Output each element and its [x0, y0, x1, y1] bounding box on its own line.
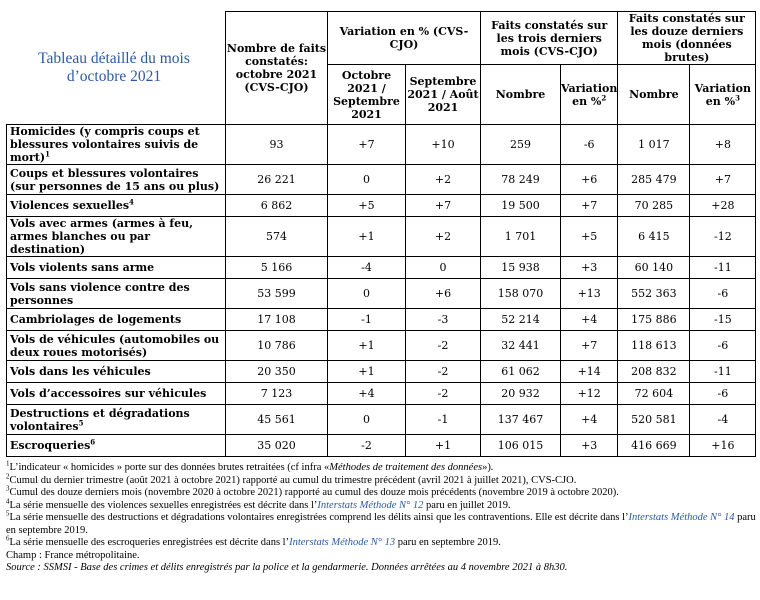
- cell-v5: +14: [561, 361, 618, 383]
- header-variation-sep-aout: Septembre 2021 / Août 2021: [406, 65, 481, 125]
- footnote-4: $^4$La série mensuelle des violences sexuelles enregistrées est décrite dans l’Interstats Méthode N° 12 paru en juillet 2019.: [6, 497, 511, 511]
- header-variation-group: Variation en % (CVS-CJO): [328, 12, 481, 65]
- cell-v4: 78 249: [481, 165, 561, 195]
- table-row: [7, 165, 756, 195]
- cell-v2: +1: [328, 217, 406, 257]
- cell-v5: +5: [561, 217, 618, 257]
- interstats-14-link[interactable]: Interstats Méthode N° 14: [628, 512, 735, 523]
- cell-v7: -4: [690, 405, 756, 435]
- header-douze-mois-group: Faits constatés sur les douze derniers mois (données brutes): [618, 12, 756, 65]
- cell-v5: +3: [561, 435, 618, 457]
- cell-v2: -4: [328, 257, 406, 279]
- cell-v5: -6: [561, 125, 618, 165]
- cell-v4: 20 932: [481, 383, 561, 405]
- cell-v1: 17 108: [226, 309, 328, 331]
- cell-v7: -15: [690, 309, 756, 331]
- footnote-6: $^6$La série mensuelle des escroqueries enregistrées est décrite dans l’Interstats Méthode N° 13 paru en septembre 2019.: [6, 534, 501, 548]
- cell-v3: +2: [406, 165, 481, 195]
- cell-v5: +13: [561, 279, 618, 309]
- footnote-5: $^5$La série mensuelle des destructions et dégradations volontaires enregistrées comprend les délits ainsi que les contraventions. Elle est décrite dans l’Interstats Méthode N° 14 paru en septembre 2019.: [6, 509, 756, 536]
- cell-v7: -11: [690, 361, 756, 383]
- cell-v4: 106 015: [481, 435, 561, 457]
- cell-v4: 19 500: [481, 195, 561, 217]
- row-label: Vols de véhicules (automobiles ou deux roues motorisés): [7, 331, 226, 361]
- cell-v6: 70 285: [618, 195, 690, 217]
- cell-v2: +7: [328, 125, 406, 165]
- cell-v2: 0: [328, 165, 406, 195]
- cell-v1: 53 599: [226, 279, 328, 309]
- cell-v2: 0: [328, 279, 406, 309]
- header-douze-variation: Variation en %$^3$: [690, 65, 756, 125]
- table-row: [7, 125, 756, 165]
- source-note: Source : SSMSI - Base des crimes et délits enregistrés par la police et la gendarmerie. Données arrêtées au 4 novembre 2021 à 8h30.: [6, 562, 568, 573]
- footnote-3: $^3$Cumul des douze derniers mois (novembre 2020 à octobre 2021) rapporté au cumul des douze mois précédents (novembre 2019 à octobre 2020).: [6, 484, 619, 498]
- cell-v1: 574: [226, 217, 328, 257]
- cell-v4: 32 441: [481, 331, 561, 361]
- cell-v6: 6 415: [618, 217, 690, 257]
- cell-v3: +6: [406, 279, 481, 309]
- cell-v7: +8: [690, 125, 756, 165]
- cell-v4: 52 214: [481, 309, 561, 331]
- cell-v1: 93: [226, 125, 328, 165]
- interstats-13-link[interactable]: Interstats Méthode N° 13: [289, 537, 396, 548]
- row-label: Vols d’accessoires sur véhicules: [7, 383, 226, 405]
- cell-v5: +3: [561, 257, 618, 279]
- cell-v4: 61 062: [481, 361, 561, 383]
- row-label: Escroqueries$^6$: [7, 435, 226, 457]
- cell-v3: +7: [406, 195, 481, 217]
- cell-v6: 552 363: [618, 279, 690, 309]
- cell-v7: -12: [690, 217, 756, 257]
- cell-v2: -2: [328, 435, 406, 457]
- table-row: [7, 309, 756, 331]
- page-title: Tableau détaillé du mois d’octobre 2021: [38, 50, 190, 85]
- row-label: Vols dans les véhicules: [7, 361, 226, 383]
- cell-v6: 285 479: [618, 165, 690, 195]
- table-corner: [7, 12, 226, 125]
- row-label: Vols avec armes (armes à feu, armes blanches ou par destination): [7, 217, 226, 257]
- cell-v4: 259: [481, 125, 561, 165]
- row-label: Violences sexuelles$^4$: [7, 195, 226, 217]
- header-trois-mois-group: Faits constatés sur les trois derniers mois (CVS-CJO): [481, 12, 618, 65]
- cell-v1: 20 350: [226, 361, 328, 383]
- cell-v3: +1: [406, 435, 481, 457]
- header-trois-variation: Variation en %$^2$: [561, 65, 618, 125]
- cell-v7: -6: [690, 331, 756, 361]
- champ-note: Champ : France métropolitaine.: [6, 549, 140, 561]
- cell-v7: +28: [690, 195, 756, 217]
- cell-v1: 7 123: [226, 383, 328, 405]
- cell-v2: -1: [328, 309, 406, 331]
- footnotes: [6, 459, 756, 575]
- cell-v6: 60 140: [618, 257, 690, 279]
- cell-v6: 416 669: [618, 435, 690, 457]
- table-row: [7, 331, 756, 361]
- cell-v3: -3: [406, 309, 481, 331]
- cell-v5: +7: [561, 331, 618, 361]
- cell-v7: -6: [690, 279, 756, 309]
- table-body: [7, 125, 756, 457]
- cell-v1: 6 862: [226, 195, 328, 217]
- cell-v4: 15 938: [481, 257, 561, 279]
- cell-v1: 26 221: [226, 165, 328, 195]
- row-label: Vols violents sans arme: [7, 257, 226, 279]
- cell-v6: 208 832: [618, 361, 690, 383]
- cell-v2: +4: [328, 383, 406, 405]
- cell-v5: +4: [561, 405, 618, 435]
- crime-statistics-table: [6, 11, 756, 457]
- header-nombre-faits: Nombre de faits constatés: octobre 2021 (CVS-CJO): [226, 12, 328, 125]
- table-row: [7, 405, 756, 435]
- table-row: [7, 383, 756, 405]
- table-row: [7, 217, 756, 257]
- cell-v3: -2: [406, 383, 481, 405]
- table-row: [7, 257, 756, 279]
- cell-v2: 0: [328, 405, 406, 435]
- cell-v4: 158 070: [481, 279, 561, 309]
- header-douze-nombre: Nombre: [618, 65, 690, 125]
- table-row: [7, 435, 756, 457]
- row-label: Homicides (y compris coups et blessures volontaires suivis de mort)$^1$: [7, 125, 226, 165]
- header-trois-nombre: Nombre: [481, 65, 561, 125]
- cell-v4: 137 467: [481, 405, 561, 435]
- cell-v4: 1 701: [481, 217, 561, 257]
- cell-v3: 0: [406, 257, 481, 279]
- cell-v7: +7: [690, 165, 756, 195]
- cell-v3: -2: [406, 331, 481, 361]
- table-row: [7, 279, 756, 309]
- cell-v3: +2: [406, 217, 481, 257]
- cell-v6: 1 017: [618, 125, 690, 165]
- row-label: Coups et blessures volontaires (sur personnes de 15 ans ou plus): [7, 165, 226, 195]
- header-variation-oct-sep: Octobre 2021 / Septembre 2021: [328, 65, 406, 125]
- cell-v5: +7: [561, 195, 618, 217]
- cell-v6: 175 886: [618, 309, 690, 331]
- cell-v3: -2: [406, 361, 481, 383]
- cell-v7: -6: [690, 383, 756, 405]
- cell-v1: 5 166: [226, 257, 328, 279]
- cell-v2: +1: [328, 331, 406, 361]
- cell-v3: -1: [406, 405, 481, 435]
- cell-v1: 10 786: [226, 331, 328, 361]
- cell-v6: 72 604: [618, 383, 690, 405]
- cell-v1: 35 020: [226, 435, 328, 457]
- cell-v2: +1: [328, 361, 406, 383]
- interstats-12-link[interactable]: Interstats Méthode N° 12: [317, 499, 424, 511]
- cell-v5: +6: [561, 165, 618, 195]
- cell-v7: +16: [690, 435, 756, 457]
- cell-v2: +5: [328, 195, 406, 217]
- row-label: Cambriolages de logements: [7, 309, 226, 331]
- table-row: [7, 361, 756, 383]
- footnote-1: $^1$L’indicateur « homicides » porte sur des données brutes retraitées (cf infra «Méthodes de traitement des données»).: [6, 459, 494, 473]
- table-row: [7, 195, 756, 217]
- cell-v5: +12: [561, 383, 618, 405]
- row-label: Vols sans violence contre des personnes: [7, 279, 226, 309]
- cell-v6: 520 581: [618, 405, 690, 435]
- cell-v7: -11: [690, 257, 756, 279]
- cell-v3: +10: [406, 125, 481, 165]
- cell-v1: 45 561: [226, 405, 328, 435]
- row-label: Destructions et dégradations volontaires$^5$: [7, 405, 226, 435]
- footnote-2: $^2$Cumul du dernier trimestre (août 2021 à octobre 2021) rapporté au cumul du trimestre précédent (avril 2021 à juillet 2021), CVS-CJO.: [6, 472, 577, 486]
- cell-v5: +4: [561, 309, 618, 331]
- cell-v6: 118 613: [618, 331, 690, 361]
